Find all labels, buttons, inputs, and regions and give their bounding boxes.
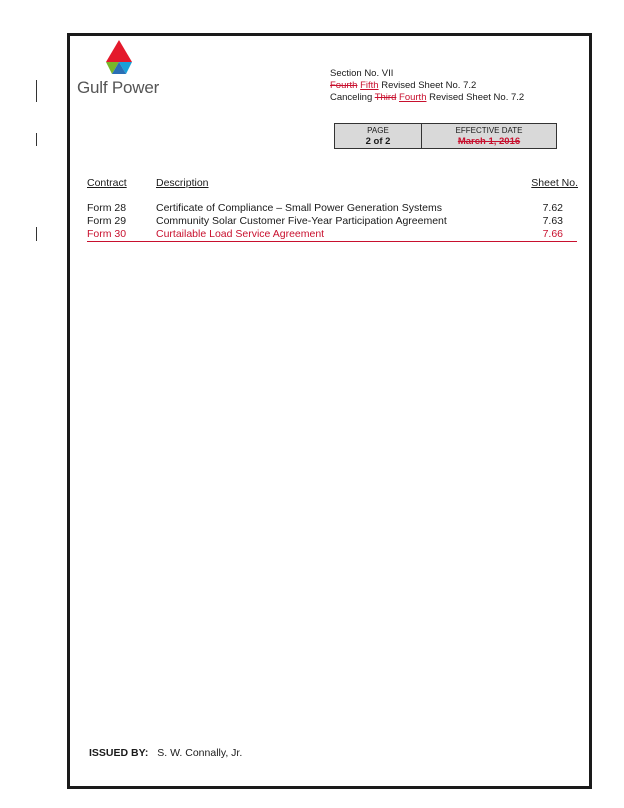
logo-text: Gulf Power xyxy=(77,78,160,97)
logo-triangle-icon xyxy=(102,40,136,74)
page-cell xyxy=(335,124,422,148)
description-column-header: Description xyxy=(156,177,209,189)
form-number: Form 30 xyxy=(87,228,127,240)
canceling-sheet-line xyxy=(330,92,524,104)
page-label: PAGE xyxy=(367,126,389,135)
revised-sheet-line xyxy=(330,80,524,92)
table-row xyxy=(87,202,577,215)
form-number: Form 28 xyxy=(87,202,127,214)
canceling-prefix: Canceling xyxy=(330,92,373,103)
struck-revision: Fourth xyxy=(330,80,358,91)
issued-by-name: S. W. Connally, Jr. xyxy=(157,747,243,759)
sheet-column-header: Sheet No. xyxy=(531,177,578,189)
page-value: 2 of 2 xyxy=(365,136,391,147)
change-bar xyxy=(36,80,37,102)
effective-date-label: EFFECTIVE DATE xyxy=(455,126,523,135)
canceling-sheet-text: Revised Sheet No. 7.2 xyxy=(429,92,525,103)
change-bar xyxy=(36,227,37,241)
section-number: Section No. VII xyxy=(330,68,394,79)
form-description: Curtailable Load Service Agreement xyxy=(156,228,325,240)
sheet-number: 7.63 xyxy=(542,215,563,227)
issued-by xyxy=(89,747,242,759)
sheet-number: 7.62 xyxy=(542,202,563,214)
sheet-number: 7.66 xyxy=(542,228,563,240)
contract-column-header: Contract xyxy=(87,177,127,189)
form-description: Community Solar Customer Five-Year Participation Agreement xyxy=(156,215,447,227)
page-info-box xyxy=(334,123,557,149)
revised-sheet-text: Revised Sheet No. 7.2 xyxy=(381,80,477,91)
table-row xyxy=(87,228,577,242)
issued-by-label: ISSUED BY: xyxy=(89,747,149,759)
added-revision: Fifth xyxy=(360,80,379,91)
effective-date-value: March 1, 2016 xyxy=(457,136,521,147)
form-number: Form 29 xyxy=(87,215,127,227)
table-row xyxy=(87,215,577,228)
company-logo xyxy=(75,40,175,100)
added-canceling-revision: Fourth xyxy=(399,92,427,103)
sheet-header xyxy=(330,68,524,104)
struck-canceling-revision: Third xyxy=(374,92,397,103)
form-description: Certificate of Compliance – Small Power Generation Systems xyxy=(156,202,442,214)
change-bar xyxy=(36,133,37,146)
effective-date-cell xyxy=(422,124,556,148)
